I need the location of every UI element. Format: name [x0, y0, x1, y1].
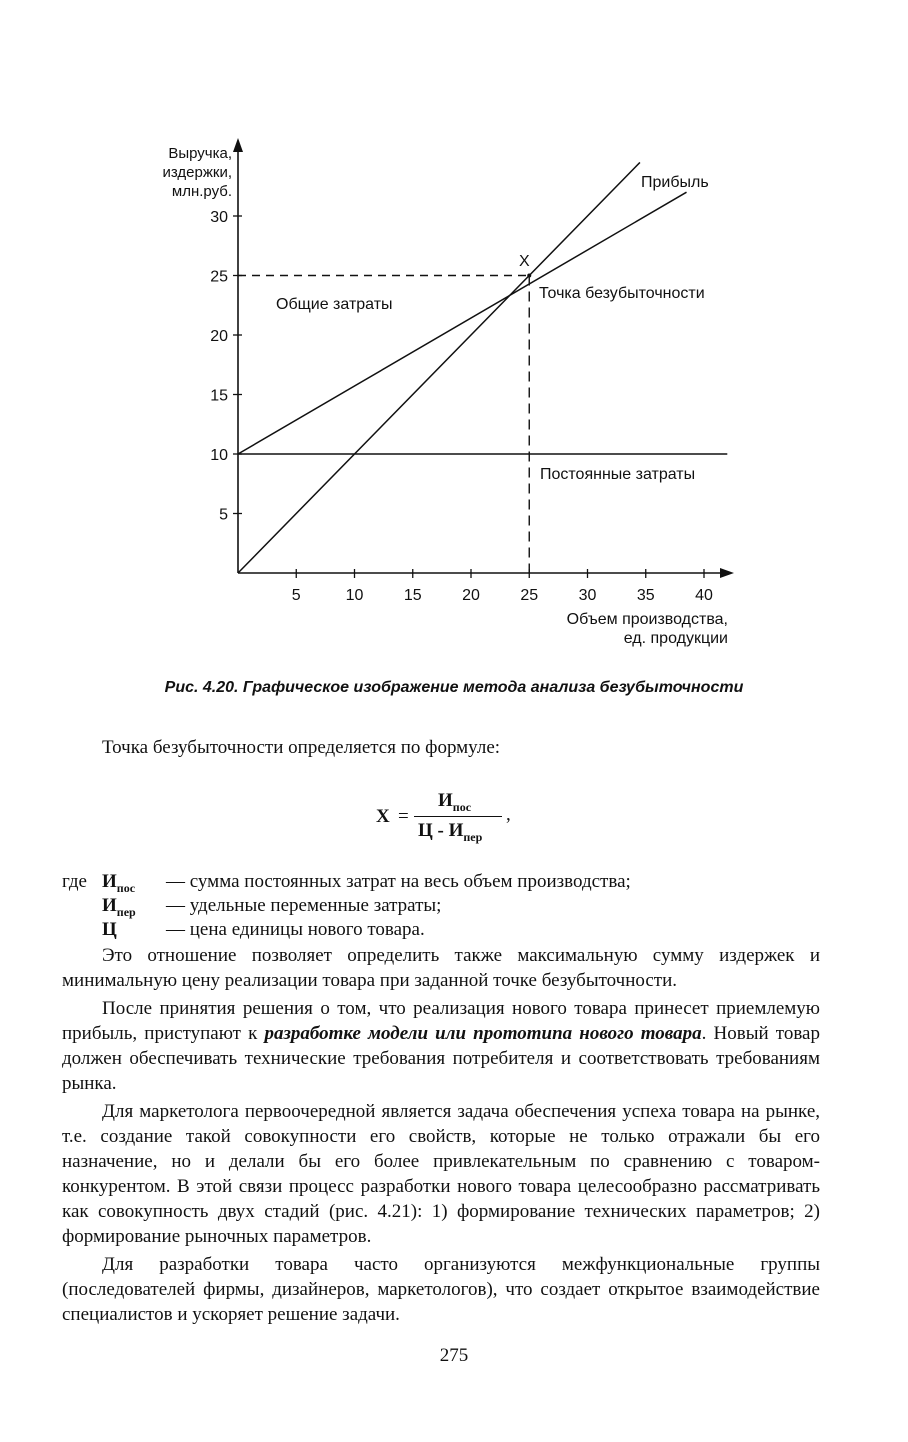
breakeven-formula [372, 790, 532, 850]
paragraph-3: Для маркетолога первоочередной является задача обеспечения успеха товара на рынке, т.е. создание такой совокупности его свойств, которые не только отражали бы его назначение, но и делали бы его более привлекательным по сравнению с товаром-конкурентом. В этой связи процесс разработки нового товара целесообразно рассматривать как совокупность двух стадий (рис. 4.21): 1) формирование технических параметров; 2) формирование рыночных параметров. [62, 1101, 820, 1247]
breakeven-point-label-x: X [519, 253, 530, 270]
x-axis-label-line-1: Объем производства, [566, 611, 728, 628]
breakeven-point [527, 274, 531, 278]
definition-row [62, 870, 820, 894]
paragraph-1: Это отношение позволяет определить также максимальную сумму издержек и минимальную цену реализации товара при заданной точке безубыточности. [62, 945, 820, 991]
emphasis-text: разработке модели или прототипа нового товара [264, 1023, 702, 1044]
definition-text: — удельные переменные затраты; [166, 895, 442, 916]
x-tick-label: 5 [291, 587, 301, 604]
x-tick-label: 20 [462, 587, 480, 604]
formula-equals: = [398, 806, 409, 827]
fixed-costs-label: Постоянные затраты [540, 466, 696, 483]
formula-lhs: X [376, 806, 390, 827]
x-tick-label: 30 [578, 587, 597, 604]
y-axis-label-line-1: Выручка, [168, 145, 232, 162]
y-tick-label: 5 [219, 506, 228, 524]
breakeven-chart [0, 0, 908, 670]
total-costs-line [238, 192, 687, 454]
formula-definitions [62, 870, 820, 942]
definition-text: — цена единицы нового товара. [166, 919, 425, 940]
x-tick-label: 25 [520, 587, 539, 604]
chart-lines [238, 162, 727, 573]
formula-comma: , [506, 804, 511, 825]
formula-intro-text: Точка безубыточности определяется по формуле: [102, 737, 501, 758]
definition-row [62, 894, 820, 918]
page-number: 275 [439, 1345, 469, 1366]
profit-line [238, 162, 640, 573]
chart-axes [233, 138, 734, 578]
y-tick-label: 20 [210, 328, 228, 345]
definition-symbol: Ц [102, 919, 117, 940]
breakeven-label: Точка безубыточности [539, 285, 705, 302]
definition-where: где [62, 871, 87, 892]
y-axis-label-line-2: издержки, [162, 164, 232, 181]
x-tick-label: 40 [695, 587, 713, 604]
y-tick-label: 30 [210, 209, 228, 226]
paragraph-4: Для разработки товара часто организуются межфункциональные группы (последователей фирмы, дизайнеров, маркетологов), что создает открытое взаимодействие специалистов и ускоряет решение задачи. [62, 1254, 820, 1325]
y-tick-label: 10 [210, 447, 228, 464]
y-tick-label: 25 [210, 268, 228, 286]
definition-symbol: $И_{пер}$ [102, 895, 136, 919]
y-tick-label: 15 [210, 387, 228, 405]
x-axis-arrow-icon [720, 568, 734, 578]
formula-intro [62, 735, 820, 760]
formula-denominator: Ц - $И_{пер}$ [418, 820, 483, 844]
x-tick-label: 15 [403, 587, 422, 604]
definition-text: — сумма постоянных затрат на весь объем производства; [166, 871, 631, 892]
definition-symbol: $И_{пос}$ [102, 871, 136, 895]
chart-ticks [210, 209, 713, 604]
paragraph-2: После принятия решения о том, что реализация нового товара принесет приемлемую прибыль, приступают к разработке модели или прототипа нового товара. Новый товар должен обеспечивать технические требования потребителя и соответствовать требованиям рынка. [62, 998, 820, 1094]
body-text [62, 943, 820, 1327]
figure-caption: Рис. 4.20. Графическое изображение метода анализа безубыточности [164, 679, 744, 696]
y-axis-arrow-icon [233, 138, 243, 152]
total-costs-label: Общие затраты [276, 296, 393, 313]
profit-line-label: Прибыль [641, 174, 709, 191]
x-tick-label: 10 [345, 587, 364, 604]
definition-row [62, 918, 820, 942]
x-tick-label: 35 [636, 587, 655, 604]
y-axis-label-line-3: млн.руб. [171, 183, 232, 200]
x-axis-label-line-2: ед. продукции [623, 630, 728, 647]
formula-numerator: $И_{пос}$ [438, 790, 472, 814]
fraction-bar [414, 816, 502, 817]
